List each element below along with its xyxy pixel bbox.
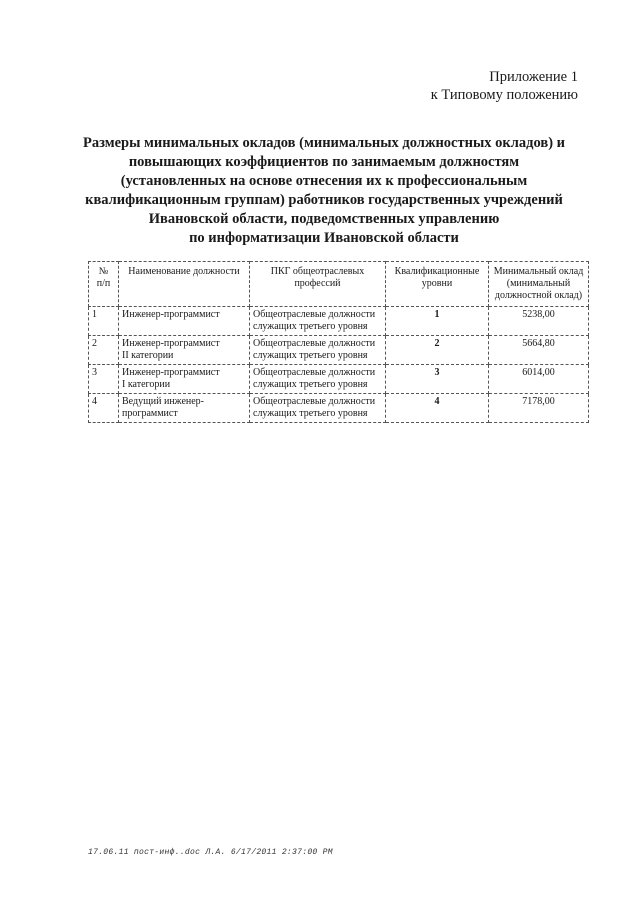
header-salary-line: должностной оклад) (494, 290, 583, 301)
minimum-salary: 7178,00 (489, 394, 589, 423)
row-number: 3 (89, 365, 119, 394)
appendix-reference (431, 68, 578, 104)
header-number-line: № (98, 266, 109, 277)
qualification-level: 3 (386, 365, 489, 394)
pkg-group (250, 336, 386, 365)
header-position-name (119, 262, 250, 307)
header-pkg (250, 262, 386, 307)
qualification-level: 2 (386, 336, 489, 365)
header-number-line: п/п (96, 278, 111, 289)
pkg-group-line: Общеотраслевые должности (253, 396, 376, 407)
pkg-group-line: служащих третьего уровня (253, 408, 368, 419)
header-position-name-text: Наименование должности (128, 266, 240, 277)
table-row (89, 365, 589, 394)
table-row (89, 336, 589, 365)
header-minimum-salary (489, 262, 589, 307)
pkg-group (250, 365, 386, 394)
appendix-document-ref: к Типовому положению (430, 87, 578, 103)
pkg-group-line: служащих третьего уровня (253, 379, 368, 390)
header-pkg-line: профессий (294, 278, 341, 289)
position-name-line: II категории (122, 350, 174, 361)
position-name-line: Инженер-программист (122, 338, 220, 349)
position-name (119, 394, 250, 423)
pkg-group (250, 394, 386, 423)
position-name (119, 336, 250, 365)
salary-table (88, 261, 589, 423)
pkg-group-line: Общеотраслевые должности (253, 309, 376, 320)
position-name (119, 365, 250, 394)
title-line: Размеры минимальных окладов (минимальных должностных окладов) и (82, 135, 566, 151)
title-line: повышающих коэффициентов по занимаемым должностям (128, 154, 520, 170)
header-qualification-levels (386, 262, 489, 307)
header-number (89, 262, 119, 307)
pkg-group (250, 307, 386, 336)
header-salary-line: (минимальный (506, 278, 571, 289)
table-row (89, 307, 589, 336)
row-number: 2 (89, 336, 119, 365)
qualification-level: 1 (386, 307, 489, 336)
title-line: (установленных на основе отнесения их к профессиональным (120, 173, 528, 189)
row-number: 4 (89, 394, 119, 423)
pkg-group-line: Общеотраслевые должности (253, 367, 376, 378)
position-name-line: программист (122, 408, 178, 419)
minimum-salary: 5238,00 (489, 307, 589, 336)
minimum-salary: 6014,00 (489, 365, 589, 394)
pkg-group-line: Общеотраслевые должности (253, 338, 376, 349)
document-title (60, 134, 588, 248)
header-pkg-line: ПКГ общеотраслевых (270, 266, 365, 277)
row-number: 1 (89, 307, 119, 336)
title-line: Ивановской области, подведомственных управлению (148, 211, 500, 227)
header-level-line: Квалификационные (394, 266, 480, 277)
table-row (89, 394, 589, 423)
position-name-line: Ведущий инженер- (122, 396, 205, 407)
file-footer: 17.06.11 пост-инф..doc Л.А. 6/17/2011 2:37:00 PM (88, 848, 333, 857)
table-header-row (89, 262, 589, 307)
title-line: по информатизации Ивановской области (189, 230, 459, 246)
position-name (119, 307, 250, 336)
pkg-group-line: служащих третьего уровня (253, 321, 368, 332)
position-name-line: I категории (122, 379, 171, 390)
appendix-number: Приложение 1 (489, 69, 578, 85)
qualification-level: 4 (386, 394, 489, 423)
pkg-group-line: служащих третьего уровня (253, 350, 368, 361)
header-salary-line: Минимальный оклад (493, 266, 584, 277)
position-name-line: Инженер-программист (122, 309, 220, 320)
minimum-salary: 5664,80 (489, 336, 589, 365)
header-level-line: уровни (421, 278, 453, 289)
position-name-line: Инженер-программист (122, 367, 220, 378)
title-line: квалификационным группам) работников государственных учреждений (85, 192, 563, 208)
